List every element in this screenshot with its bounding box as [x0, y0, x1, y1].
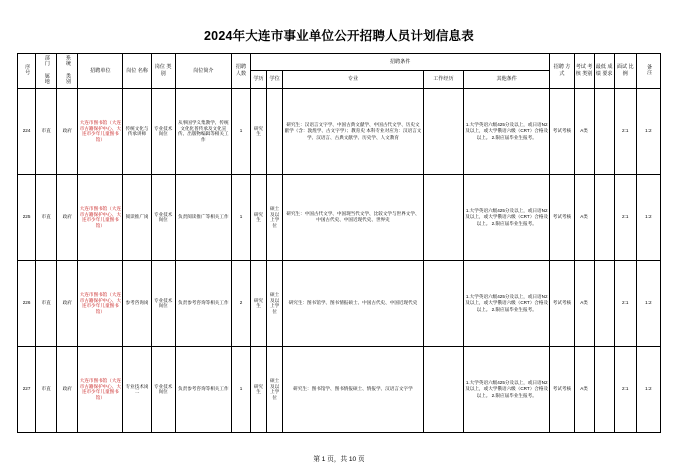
th-major: [283, 71, 424, 88]
table-row: [18, 346, 661, 432]
th-education-label: 学历: [253, 76, 264, 83]
cell-sys-type: 政府: [57, 174, 78, 260]
th-work-exp: [423, 71, 463, 88]
cell-exam-score: [594, 174, 614, 260]
cell-remark: 1:2: [636, 346, 660, 432]
cell-post-type: 专业技术岗位: [151, 88, 175, 174]
cell-recruit-method: 考试考核: [550, 346, 574, 432]
table-header: [18, 54, 661, 89]
th-post-name: [123, 54, 151, 89]
table-row: [18, 174, 661, 260]
cell-post-intro: 从事国学义集教学、传统文化化普传承及文化宣传、出版物编辑等相关工作: [175, 88, 231, 174]
cell-remark: 1:2: [636, 88, 660, 174]
cell-sys-type: 政府: [57, 346, 78, 432]
cell-employer: 大连市图书馆（大连市古籍保护中心、大连市少年儿童图书馆）: [78, 260, 123, 346]
cell-other: 1.大学英语六级425分及以上，或日语N2及以上，或大学俄语六级（CRT）合格及以上。 2.限应届毕业生报考。: [463, 346, 549, 432]
cell-work-exp: [423, 88, 463, 174]
cell-post-type: 专业技术岗位: [151, 174, 175, 260]
th-dept-type: [36, 54, 57, 89]
cell-major: 研究生：图书馆学、图书情报硕士、情报学、汉语言文字学: [283, 346, 424, 432]
recruitment-plan-table: [17, 53, 661, 433]
cell-seq: 226: [18, 260, 36, 346]
cell-seq: 225: [18, 174, 36, 260]
th-sys-type-label: 系统 类别: [64, 55, 71, 85]
cell-plan-count: 2: [231, 260, 250, 346]
cell-exam-type: A类: [574, 346, 594, 432]
th-conditions-group-label: 招聘条件: [390, 58, 411, 65]
th-plan-count-label: 招聘 人数: [235, 64, 247, 77]
th-exam-type: [574, 54, 594, 89]
cell-remark: 1:2: [636, 174, 660, 260]
page-title: 2024年大连市事业单位公开招聘人员计划信息表: [204, 29, 474, 43]
cell-exam-type: A类: [574, 174, 594, 260]
th-sys-type: [57, 54, 78, 89]
th-work-exp-label: 工作经历: [433, 76, 454, 83]
cell-sys-type: 政府: [57, 260, 78, 346]
cell-post-type: 专业技术岗位: [151, 260, 175, 346]
cell-dept-type: 市直: [36, 346, 57, 432]
cell-education: 研究生: [251, 346, 267, 432]
cell-exam-score: [594, 88, 614, 174]
th-remark-label: 备注: [646, 64, 653, 76]
th-dept-type-label: 部门 属地: [43, 55, 50, 85]
th-remark: [636, 54, 660, 89]
cell-degree: [267, 88, 283, 174]
cell-other: 1.大学英语六级425分及以上，或日语N2及以上，或大学俄语六级（CRT）合格及以上。 2.限应届毕业生报考。: [463, 260, 549, 346]
th-recruit-method-label: 招聘 方式: [553, 64, 571, 77]
cell-other: 1.大学英语六级425分及以上，或日语N2及以上，或大学俄语六级（CRT）合格及以上。 2.限应届毕业生报考。: [463, 88, 549, 174]
cell-seq: 227: [18, 346, 36, 432]
cell-interview-ratio: 2:1: [614, 346, 636, 432]
header-row-1: [18, 54, 661, 71]
cell-degree: 硕士及以上学位: [267, 346, 283, 432]
th-exam-score: [594, 54, 614, 89]
th-post-type-label: 岗位 类别: [154, 64, 172, 77]
cell-post-intro: 负责参考咨询等相关工作: [175, 260, 231, 346]
cell-plan-count: 1: [231, 346, 250, 432]
cell-work-exp: [423, 260, 463, 346]
table-body: [18, 88, 661, 432]
cell-interview-ratio: 2:1: [614, 174, 636, 260]
cell-post-name: 专业技术岗二: [123, 346, 151, 432]
cell-degree: 硕士及以上学位: [267, 174, 283, 260]
th-seq-label: 序号: [24, 64, 31, 76]
cell-exam-type: A类: [574, 260, 594, 346]
cell-employer: 大连市图书馆（大连市古籍保护中心、大连市少年儿童图书馆）: [78, 346, 123, 432]
cell-exam-score: [594, 346, 614, 432]
cell-plan-count: 1: [231, 174, 250, 260]
cell-degree: 硕士及以上学位: [267, 260, 283, 346]
th-plan-count: [231, 54, 250, 89]
cell-sys-type: 政府: [57, 88, 78, 174]
th-education: [251, 71, 267, 88]
cell-other: 1.大学英语六级425分及以上，或日语N2及以上，或大学俄语六级（CRT）合格及以上。 2.限应届毕业生报考。: [463, 174, 549, 260]
cell-post-name: 参考咨询岗: [123, 260, 151, 346]
cell-post-name: 传统文化与传承讲师: [123, 88, 151, 174]
th-employer: [78, 54, 123, 89]
cell-seq: 224: [18, 88, 36, 174]
page-footer: 第 1 页，共 10 页: [313, 456, 365, 463]
cell-plan-count: 1: [231, 88, 250, 174]
cell-remark: 1:2: [636, 260, 660, 346]
cell-interview-ratio: 2:1: [614, 88, 636, 174]
cell-post-name: 阅读推广岗: [123, 174, 151, 260]
th-conditions-group: [251, 54, 550, 71]
cell-work-exp: [423, 174, 463, 260]
cell-major: 研究生：汉语言文字学、中国古典文献学、中国古代文学、历史文献学（含：敦煌学、古文字学）；教育史 本科专业对应为：汉语言文学、汉语言、古典文献学、历史学、人文教育: [283, 88, 424, 174]
th-post-intro-label: 岗位简介: [193, 67, 214, 74]
cell-major: 研究生：图书馆学、图书情报硕士、中国古代史、中国近现代史: [283, 260, 424, 346]
th-post-intro: [175, 54, 231, 89]
th-degree-label: 学位: [269, 76, 280, 83]
cell-education: 研究生: [251, 174, 267, 260]
th-post-name-label: 岗位 名称: [126, 67, 148, 74]
th-recruit-method: [550, 54, 574, 89]
cell-post-intro: 负责阅读推广等相关工作: [175, 174, 231, 260]
th-exam-score-label: 最低 成绩 要求: [595, 64, 613, 77]
cell-exam-score: [594, 260, 614, 346]
cell-dept-type: 市直: [36, 174, 57, 260]
th-other: [463, 71, 549, 88]
cell-exam-type: A类: [574, 88, 594, 174]
th-degree: [267, 71, 283, 88]
cell-employer: 大连市图书馆（大连市古籍保护中心、大连市少年儿童图书馆）: [78, 88, 123, 174]
cell-work-exp: [423, 346, 463, 432]
cell-post-type: 专业技术岗位: [151, 346, 175, 432]
cell-major: 研究生：中国古代文学、中国现当代文学、比较文学与世界文学、中国古代史、中国近现代史、世界史: [283, 174, 424, 260]
cell-post-intro: 负责参考咨询等相关工作: [175, 346, 231, 432]
cell-education: 研究生: [251, 88, 267, 174]
cell-recruit-method: 考试考核: [550, 260, 574, 346]
table-row: [18, 88, 661, 174]
th-interview-ratio: [614, 54, 636, 89]
cell-recruit-method: 考试考核: [550, 88, 574, 174]
th-major-label: 专业: [347, 76, 359, 83]
document-page: [0, 26, 678, 472]
th-other-label: 其他条件: [496, 76, 517, 83]
th-interview-ratio-label: 面试 比例: [616, 64, 634, 77]
th-seq: [18, 54, 36, 89]
cell-interview-ratio: 2:1: [614, 260, 636, 346]
cell-recruit-method: 考试考核: [550, 174, 574, 260]
cell-employer: 大连市图书馆（大连市古籍保护中心、大连市少年儿童图书馆）: [78, 174, 123, 260]
cell-dept-type: 市直: [36, 260, 57, 346]
th-employer-label: 招聘单位: [90, 67, 111, 74]
table-row: [18, 260, 661, 346]
th-post-type: [151, 54, 175, 89]
th-exam-type-label: 考试 考核 类别: [575, 64, 593, 77]
cell-dept-type: 市直: [36, 88, 57, 174]
cell-education: 研究生: [251, 260, 267, 346]
